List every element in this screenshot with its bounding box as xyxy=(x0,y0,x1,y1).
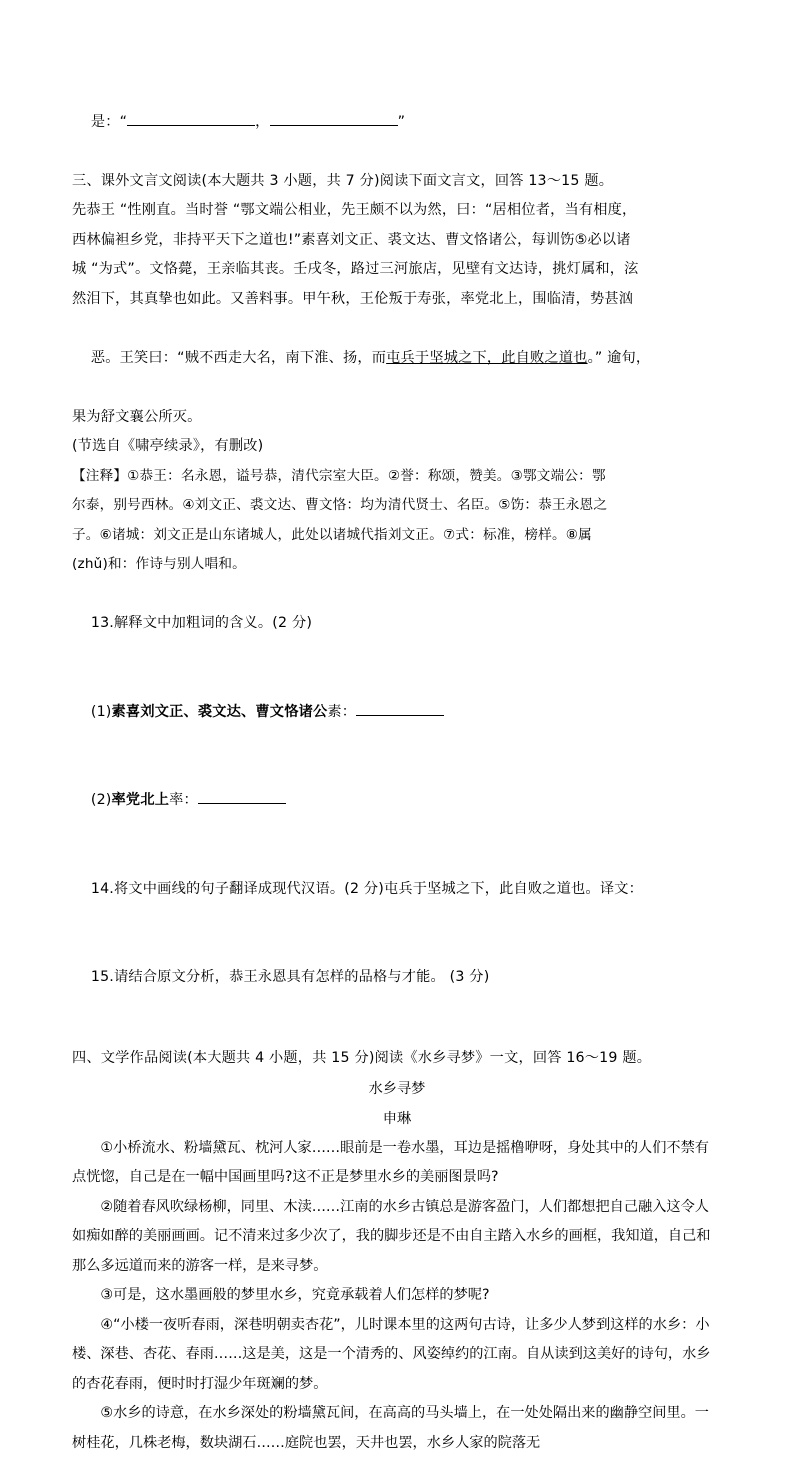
question-13-sub-2-label: (2) xyxy=(90,792,112,808)
section-four-heading: 四、文学作品阅读(本大题共 4 小题，共 15 分)阅读《水乡寻梦》一文，回答 16～19 题。 xyxy=(72,1050,652,1066)
passage-line-6: 果为舒文襄公所灭。 xyxy=(72,408,202,425)
section-three-heading: 三、课外文言文阅读(本大题共 3 小题，共 7 分)阅读下面文言文，回答 13～15 题。 xyxy=(72,172,614,189)
article-paragraph-1: ①小桥流水、粉墙黛瓦、枕河人家……眼前是一卷水墨，耳边是摇橹咿呀，身处其中的人们不禁有点恍惚，自己是在一幅中国画里吗?这不正是梦里水乡的美丽图景吗? xyxy=(72,1139,709,1185)
passage-line-5-text: 恶。王笑曰：“贼不西走大名，南下淮、扬，而屯兵于坚城之下，此自败之道也。” 逾旬， xyxy=(90,349,651,366)
answer-blank-13-1[interactable] xyxy=(356,700,444,715)
notes-line-4: (zhǔ)和：作诗与别人唱和。 xyxy=(72,556,246,572)
answer-blank-1[interactable] xyxy=(127,110,255,125)
question-13-sub-1-bold: 素喜刘文正、裘文达、曹文恪诸公 xyxy=(111,703,328,720)
question-13-sub-1-tail: 素： xyxy=(327,703,357,720)
question-15-text: 请结合原文分析，恭王永恩具有怎样的品格与才能。 (3 分) xyxy=(114,969,490,985)
carryover-line xyxy=(72,78,722,167)
answer-blank-13-2[interactable] xyxy=(198,789,286,804)
passage-line-2: 西林偏袒乡党，非持平天下之道也!”素喜刘文正、裘文达、曹文恪诸公，每训饬⑤必以诸 xyxy=(72,231,631,248)
question-14-number: 14. xyxy=(90,880,115,897)
question-14-text: 将文中画线的句子翻译成现代汉语。(2 分)屯兵于坚城之下，此自败之道也。译文： xyxy=(114,880,643,897)
underlined-sentence: 屯兵于坚城之下，此自败之道也 xyxy=(386,349,588,366)
carryover-prefix: 是：“ xyxy=(90,113,128,130)
article-title: 水乡寻梦 xyxy=(368,1080,426,1097)
question-13 xyxy=(72,580,722,669)
notes-line-3: 子。⑥诸城：刘文正是山东诸城人，此处以诸城代指刘文正。⑦式：标准，榜样。⑧属 xyxy=(72,526,592,543)
question-14 xyxy=(72,845,722,934)
carryover-suffix: ” xyxy=(397,113,406,130)
notes-line-2: 尔泰，别号西林。④刘文正、裘文达、曹文恪：均为清代贤士、名臣。⑤饬：恭王永恩之 xyxy=(72,497,608,513)
passage-line-3: 城 “为式”。文恪薨，王亲临其丧。壬戌冬，路过三河旅店，见壁有文达诗，挑灯属和，泫 xyxy=(72,261,639,277)
article-paragraph-4: ④“小楼一夜听春雨，深巷明朝卖杏花”，儿时课本里的这两句古诗，让多少人梦到这样的水乡：小楼、深巷、杏花、春雨……这是美，这是一个清秀的、风姿绰约的江南。自从读到这美好的诗句，水乡的杏花春雨，便时时打湿少年斑斓的梦。 xyxy=(72,1316,711,1392)
passage-line-5 xyxy=(72,314,722,403)
question-15 xyxy=(72,934,722,1023)
article-paragraph-3: ③可是，这水墨画般的梦里水乡，究竟承载着人们怎样的梦呢? xyxy=(100,1287,490,1303)
article-paragraph-2: ②随着春风吹绿杨柳，同里、木渎……江南的水乡古镇总是游客盈门，人们都想把自己融入这令人如痴如醉的美丽画画。记不清来过多少次了，我的脚步还是不由自主踏入水乡的画框，我知道，自己和那么多远道而来的游客一样，是来寻梦。 xyxy=(72,1198,711,1274)
question-13-sub-2-bold: 率党北上 xyxy=(111,792,170,808)
answer-blank-2[interactable] xyxy=(270,110,398,125)
passage-line-4: 然泪下，其真挚也如此。又善料事。甲午秋，王伦叛于寿张，率党北上，围临清，势甚汹 xyxy=(72,290,634,307)
passage-source: (节选自《啸亭续录》，有删改) xyxy=(72,438,264,454)
article-paragraph-5: ⑤水乡的诗意，在水乡深处的粉墙黛瓦间，在高高的马头墙上，在一处处隔出来的幽静空间里。一树桂花，几株老梅，数块湖石……庭院也罢，天井也罢，水乡人家的院落无 xyxy=(72,1405,709,1451)
passage-line-1: 先恭王 “性刚直。当时誉 “鄂文端公相业，先王颇不以为然，曰：“居相位者，当有相度， xyxy=(72,202,637,218)
question-15-number: 15. xyxy=(90,969,115,985)
article-author: 申琳 xyxy=(382,1110,412,1127)
carryover-middle: ， xyxy=(255,113,270,130)
question-13-sub-1-label: (1) xyxy=(90,703,112,720)
question-13-sub-1 xyxy=(72,668,722,757)
question-13-sub-2-tail: 率： xyxy=(169,792,198,808)
question-13-text: 解释文中加粗词的含义。(2 分) xyxy=(114,615,313,631)
section-spacer xyxy=(72,1022,722,1044)
question-13-number: 13. xyxy=(90,615,115,631)
notes-line-1: 【注释】①恭王：名永恩，谥号恭，清代宗室大臣。②誉：称颂，赞美。③鄂文端公：鄂 xyxy=(72,467,606,484)
question-13-sub-2 xyxy=(72,757,722,846)
